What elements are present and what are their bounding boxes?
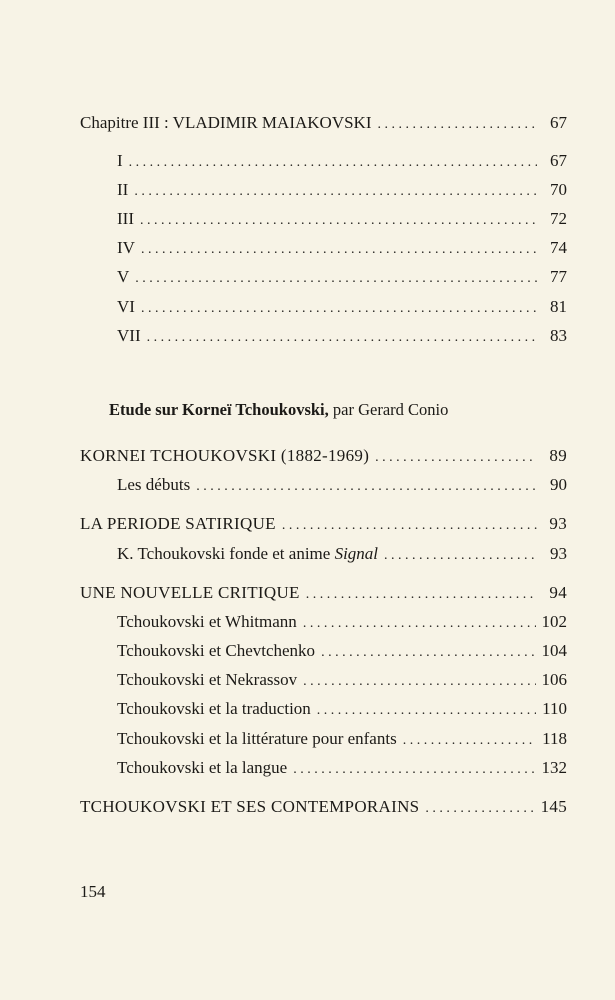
toc-section-label: I (117, 151, 123, 170)
toc-section-row (117, 544, 567, 566)
toc-section-row (117, 758, 567, 780)
toc-section-label: III (117, 209, 134, 228)
dot-leader (321, 643, 535, 663)
toc-page-number: 93 (549, 514, 567, 533)
dot-leader (129, 153, 537, 173)
etude-title: Etude sur Korneï Tchoukovski, (109, 400, 329, 419)
toc-section-label: Tchoukovski et la littérature pour enfants (117, 729, 397, 748)
toc-part-row (80, 583, 567, 605)
toc-section-label: Tchoukovski et Whitmann (117, 612, 297, 631)
dot-leader (403, 731, 536, 751)
dot-leader (303, 614, 536, 634)
toc-page-number: 94 (549, 583, 567, 602)
toc-part-row (80, 797, 567, 819)
toc-page-number: 145 (540, 797, 567, 816)
toc-section-label: Tchoukovski et Nekrassov (117, 670, 298, 689)
dot-leader (375, 448, 537, 468)
toc-section-row (117, 641, 567, 663)
journal-title: Signal (334, 544, 379, 563)
toc-section-label: Tchoukovski et la langue (117, 758, 288, 777)
toc-page-number: 104 (541, 641, 567, 660)
dot-leader (141, 299, 537, 319)
dot-leader (303, 672, 535, 692)
toc-page-number: 132 (541, 758, 567, 777)
etude-heading (109, 400, 448, 420)
toc-page-number: 89 (549, 446, 567, 465)
dot-leader (384, 546, 537, 566)
toc-section-label: VII (117, 326, 141, 345)
toc-section-label: Tchoukovski et Chevtchenko (117, 641, 316, 660)
toc-page-number: 106 (541, 670, 567, 689)
toc-page-number: 67 (550, 151, 567, 170)
dot-leader (135, 269, 537, 289)
toc-page-number: 118 (542, 729, 567, 748)
dot-leader (196, 477, 537, 497)
toc-page-number: 70 (550, 180, 567, 199)
toc-page-number: 90 (550, 475, 567, 494)
toc-chapter-row (80, 113, 567, 135)
toc-part-row (80, 446, 567, 468)
toc-page-number: 74 (550, 238, 567, 257)
toc-part-title: KORNEI TCHOUKOVSKI (1882-1969) (80, 446, 370, 465)
dot-leader (317, 701, 536, 721)
toc-page-number: 110 (542, 699, 567, 718)
dot-leader (141, 240, 537, 260)
dot-leader (293, 760, 535, 780)
toc-section-label: Tchoukovski et la traduction (117, 699, 311, 718)
toc-part-row (80, 514, 567, 536)
dot-leader (134, 182, 537, 202)
dot-leader (140, 211, 537, 231)
dot-leader (282, 516, 537, 536)
toc-section-row (117, 180, 567, 202)
page-folio: 154 (80, 882, 106, 901)
toc-chapter-title: Chapitre III : VLADIMIR MAIAKOVSKI (80, 113, 372, 132)
toc-section-row (117, 670, 567, 692)
toc-section-row (117, 326, 567, 348)
toc-section-label: V (117, 267, 130, 286)
toc-section-label: II (117, 180, 129, 199)
toc-section-label: Les débuts (117, 475, 191, 494)
dot-leader (425, 799, 534, 819)
toc-section-label: K. Tchoukovski fonde et anime Signal (117, 544, 379, 563)
toc-section-row (117, 151, 567, 173)
toc-part-title: LA PERIODE SATIRIQUE (80, 514, 276, 533)
toc-page-number: 81 (550, 297, 567, 316)
toc-page-number: 77 (550, 267, 567, 286)
dot-leader (147, 328, 537, 348)
toc-section-row (117, 729, 567, 751)
toc-section-row (117, 475, 567, 497)
toc-section-label: IV (117, 238, 135, 257)
dot-leader (306, 585, 537, 605)
toc-page-number: 67 (550, 113, 567, 132)
toc-page-number: 93 (550, 544, 567, 563)
toc-page-number: 102 (541, 612, 567, 631)
dot-leader (377, 115, 537, 135)
etude-author: par Gerard Conio (332, 400, 449, 419)
toc-page-number: 83 (550, 326, 567, 345)
toc-section-row (117, 612, 567, 634)
toc-section-row (117, 267, 567, 289)
toc-section-label: VI (117, 297, 135, 316)
toc-part-title: TCHOUKOVSKI ET SES CONTEMPORAINS (80, 797, 420, 816)
toc-section-row (117, 238, 567, 260)
toc-section-row (117, 699, 567, 721)
toc-section-row (117, 297, 567, 319)
toc-section-row (117, 209, 567, 231)
toc-part-title: UNE NOUVELLE CRITIQUE (80, 583, 300, 602)
toc-page-number: 72 (550, 209, 567, 228)
